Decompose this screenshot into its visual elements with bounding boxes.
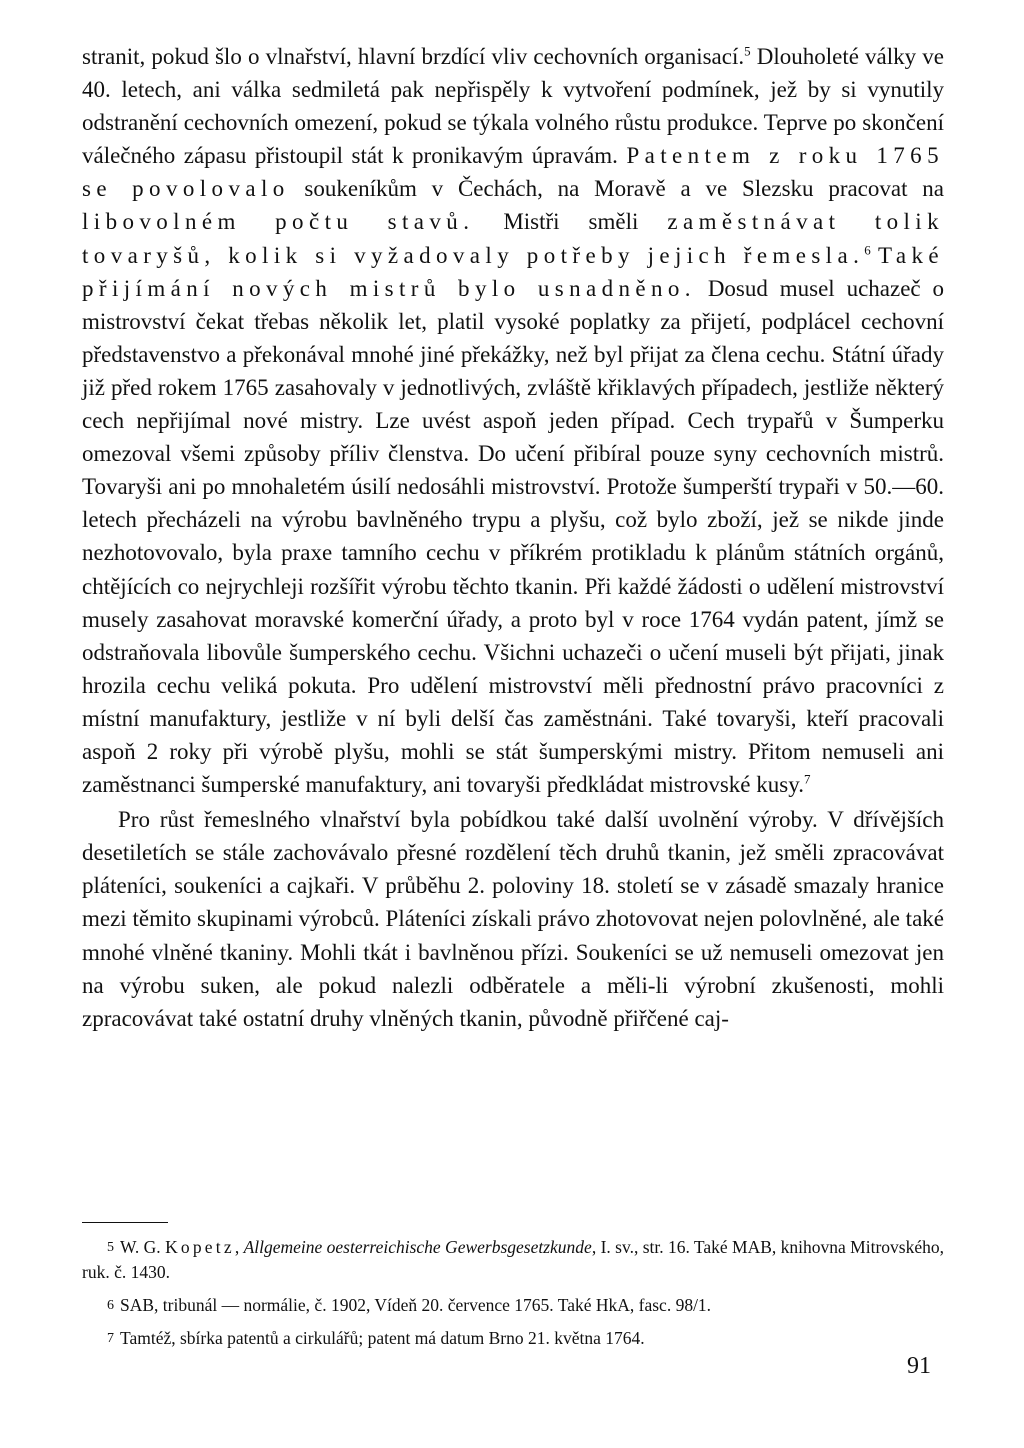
text-run: soukeníkům v Čechách, na Moravě a ve Slezsku pracovat na bbox=[289, 176, 944, 202]
spaced-emphasis: zaměstnávat tolik tovaryšů, kolik si vyžadovaly potřeby jejich řemesla. bbox=[82, 209, 944, 268]
page-number: 91 bbox=[907, 1353, 931, 1379]
footnote-text: W. G. bbox=[120, 1237, 166, 1257]
footnote-ref-5[interactable]: 5 bbox=[744, 43, 751, 59]
footnote-5 bbox=[82, 1235, 944, 1285]
text-run bbox=[871, 243, 878, 268]
footnote-author: Kopetz bbox=[165, 1237, 235, 1257]
footnotes bbox=[82, 1235, 944, 1359]
footnote-text: , I. sv., str. 16. Také MAB, knihovna Mitrovského, ruk. č. 1430. bbox=[82, 1237, 944, 1282]
footnote-title: Allgemeine oesterreichische Gewerbsgesetzkunde bbox=[243, 1237, 592, 1257]
footnote-number: 6 bbox=[107, 1298, 114, 1313]
text-run: stranit, pokud šlo o vlnařství, hlavní brzdící vliv cechovních organisací. bbox=[82, 44, 745, 69]
spaced-emphasis: Také přijímání nových mistrů bylo usnadněno. bbox=[82, 242, 945, 301]
footnote-text: SAB, tribunál — normálie, č. 1902, Vídeň 20. července 1765. Také HkA, fasc. 98/1. bbox=[120, 1295, 712, 1315]
footnote-divider bbox=[82, 1222, 168, 1223]
footnote-ref-6[interactable]: 6 bbox=[864, 241, 871, 257]
footnote-6 bbox=[82, 1293, 944, 1318]
footnote-number: 5 bbox=[107, 1240, 114, 1255]
spaced-emphasis: Patentem z roku 1765 se povolovalo bbox=[82, 143, 944, 202]
footnote-7 bbox=[82, 1326, 944, 1351]
spaced-emphasis: libovolném počtu stavů. bbox=[82, 209, 475, 235]
text-run: Dosud musel uchazeč o mistrovství čekat třebas několik let, platil vysoké poplatky za přijetí, podplácel cechovní představenstvo a překonával mnohé jiné překážky, než byl přijat za člena cechu. Státní úřady již před rokem 1765 zasahovaly v jednotlivých, zvláště křiklavých případech, jestliže některý cech nepřijímal nové mistry. Lze uvést aspoň jeden případ. Cech trypařů v Šumperku omezoval všemi způsoby příliv členstva. Do učení přibíral pouze syny cechovních mistrů. Tovaryši ani po mnohaletém úsilí nedosáhli mistrovství. Protože šumperští trypaři v 50.—60. letech přecházeli na výrobu bavlněného trypu a plyšu, což bylo zboží, jež se nikde jinde nezhotovovalo, byla praxe tamního cechu v příkrém protikladu k plánům státních orgánů, chtějících co nejrychleji rozšířit výrobu těchto tkanin. Při každé žádosti o udělení mistrovství musely zasahovat moravské komerční úřady, a proto byl v roce 1764 vydán patent, jímž se odstraňovala libovůle šumperského cechu. Všichni uchazeči o učení museli být přijati, jinak hrozila cechu veliká pokuta. Pro udělení mistrovství měli přednostní právo pracovníci z místní manufaktury, jestliže v ní byli delší čas zaměstnáni. Také tovaryši, kteří pracovali aspoň 2 roky při výrobě plyšu, mohli se stát šumperskými mistry. Přitom nemuseli ani zaměstnanci šumperské manufaktury, ani tovaryši předkládat mistrovské kusy. bbox=[82, 275, 944, 798]
footnote-number: 7 bbox=[107, 1331, 114, 1346]
main-paragraph-2: Pro růst řemeslného vlnařství byla pobídkou také další uvolnění výroby. V dřívějších desetiletích se stále zachovávalo přesné rozdělení těch druhů tkanin, jež směli zpracovávat pláteníci, soukeníci a cajkaři. V průběhu 2. poloviny 18. století se v zásadě smazaly hranice mezi těmito skupinami výrobců. Pláteníci získali právo zhotovovat nejen polovlněné, ale také mnohé vlněné tkaniny. Mohli tkát i bavlněnou přízi. Soukeníci se už nemuseli omezovat jen na výrobu suken, ale pokud nalezli odběratele a měli-li výrobní zkušenosti, mohli zpracovávat také ostatní druhy vlněných tkanin, původně přiřčené caj- bbox=[82, 807, 944, 1031]
footnote-text: Tamtéž, sbírka patentů a cirkulářů; patent má datum Brno 21. května 1764. bbox=[120, 1328, 645, 1348]
footnote-text: , bbox=[234, 1237, 244, 1257]
page-body bbox=[82, 40, 944, 1035]
text-run: Mistři směli bbox=[474, 209, 668, 235]
main-paragraph-1 bbox=[82, 40, 944, 801]
footnote-ref-7[interactable]: 7 bbox=[803, 771, 811, 787]
text-run: Dlouholeté války ve 40. letech, ani válka sedmiletá pak nepřispěly k vytvoření podmínek, jež by si vynutily odstranění cechovních omezení, pokud se týkala volného růstu produkce. Teprve po skončení válečného zápasu přistoupil stát k pronikavým úpravám. bbox=[82, 44, 944, 169]
